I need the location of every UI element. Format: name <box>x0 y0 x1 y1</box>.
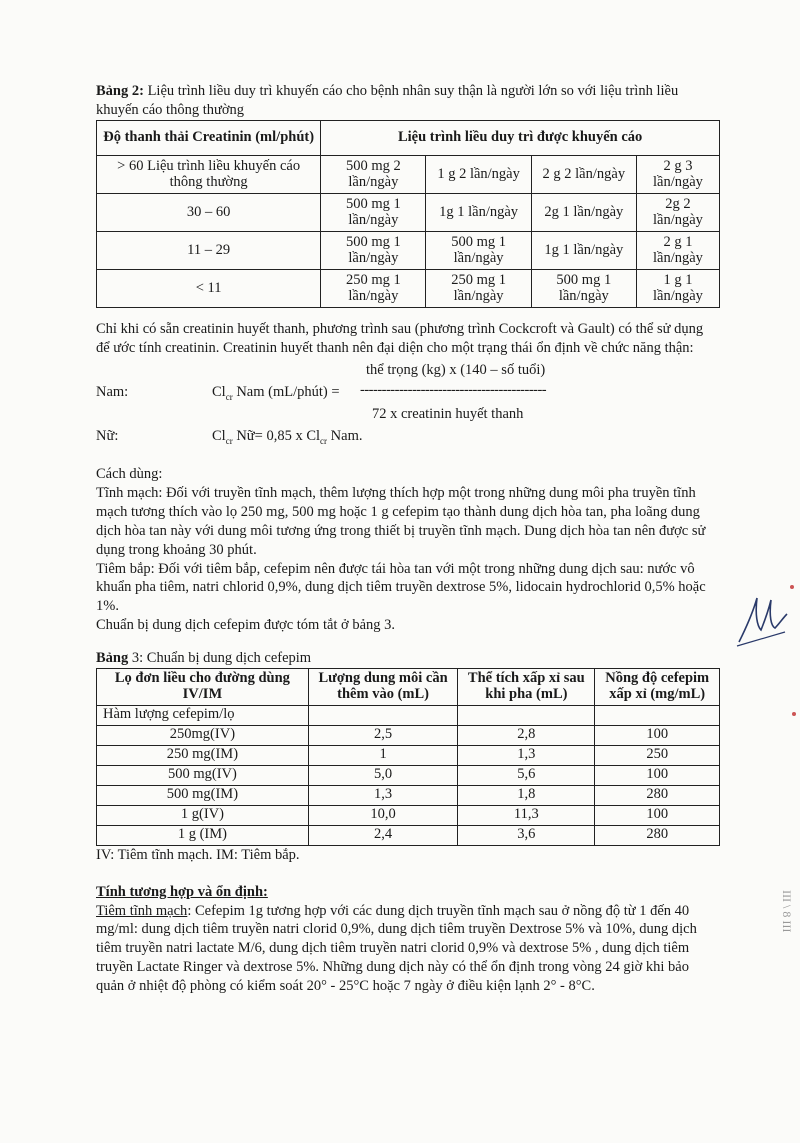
formula-cr-sub: cr <box>225 392 233 403</box>
table2-cell: 500 mg 1 lần/ngày <box>426 231 531 269</box>
compat-lead: Tiêm tĩnh mạch <box>96 902 188 919</box>
table2-cell: 250 mg 1 lần/ngày <box>321 269 426 307</box>
table2-cell: 500 mg 2 lần/ngày <box>321 155 426 193</box>
table3-head: Lọ đơn liều cho đường dùng IV/IM <box>97 668 309 705</box>
table3-cell: 500 mg(IV) <box>97 765 309 785</box>
formula-female-sub2: cr <box>320 436 328 447</box>
formula-male-label: Nam: <box>96 384 129 401</box>
table3-cell: 250 <box>595 745 720 765</box>
table3-cell: 3,6 <box>458 825 595 845</box>
table2-cell: 1g 1 lần/ngày <box>426 193 531 231</box>
table3-cell: 100 <box>595 725 720 745</box>
table2-cell: 500 mg 1 lần/ngày <box>321 231 426 269</box>
margin-red-mark <box>792 712 796 716</box>
table3-cell: 500 mg(IM) <box>97 785 309 805</box>
usage-im: Tiêm bắp: Đối với tiêm bắp, cefepim nên được tái hòa tan với một trong những dung dịch sau: nước vô khuẩn pha tiêm, natri chlorid 0,9%, dung dịch tiêm truyền dextrose 5%, lidocain hydrochlorid 0,5% hoặc 1%. <box>96 560 706 615</box>
formula-cl: Cl <box>212 384 226 401</box>
table3-cell: 1,3 <box>308 785 458 805</box>
table2-cell: 2g 2 lần/ngày <box>636 193 719 231</box>
table2-cell: 250 mg 1 lần/ngày <box>426 269 531 307</box>
table2-cell: 1 g 1 lần/ngày <box>636 269 719 307</box>
table3-head: Nồng độ cefepim xấp xỉ (mg/mL) <box>595 668 720 705</box>
margin-red-mark <box>790 585 794 589</box>
table3-cell: 280 <box>595 785 720 805</box>
table2-caption-text: Liệu trình liều duy trì khuyến cáo cho bệnh nhân suy thận là người lớn so với liệu trình liều khuyến cáo thông thường <box>96 83 679 118</box>
table2-cell: 2 g 2 lần/ngày <box>531 155 636 193</box>
formula-female-label: Nữ: <box>96 428 119 445</box>
table3-cell: 1,8 <box>458 785 595 805</box>
table-row <box>97 745 720 765</box>
table2-head-regimen: Liệu trình liều duy trì được khuyến cáo <box>321 120 720 155</box>
table3-cell <box>458 705 595 725</box>
table-row <box>97 785 720 805</box>
table3-cell: 1 g(IV) <box>97 805 309 825</box>
table3-cell: 280 <box>595 825 720 845</box>
table2-cell: 2 g 3 lần/ngày <box>636 155 719 193</box>
compat-text: : Cefepim 1g tương hợp với các dung dịch truyền tĩnh mạch sau ở nồng độ từ 1 đến 40 mg/ml: dung dịch tiêm truyền natri clorid 0,9%, dung dịch tiêm truyền Dextrose 5% và 10%, dung dịch tiêm truyền natri lactate M/6, dung dịch tiêm truyền natri clorid 0,9% và dextrose 5% , dung dịch tiêm truyền Lactate Ringer và dextrose 5%. Những dung dịch này có thể ổn định trong vòng 24 giờ khi bảo quản ở nhiệt độ phòng có kiểm soát 20° - 25°C hoặc 7 ngày ở điều kiện lạnh 2° - 8°C. <box>96 902 697 994</box>
table-row <box>97 231 720 269</box>
table3-cell: 2,8 <box>458 725 595 745</box>
cockcroft-paragraph: Chỉ khi có sẵn creatinin huyết thanh, phương trình sau (phương trình Cockcroft và Gault) có thể sử dụng để ước tính creatinin. Creatinin huyết thanh nên đại diện cho một trạng thái ổn định về chức năng thận: <box>96 320 704 356</box>
formula-male-lhs <box>212 383 340 404</box>
table-row <box>97 805 720 825</box>
table3-cell: 5,0 <box>308 765 458 785</box>
cockcroft-formula <box>96 357 720 453</box>
table-row <box>97 765 720 785</box>
compat-paragraph <box>96 902 720 996</box>
formula-fraction-bar: ------------------------------------------- <box>360 382 547 399</box>
table3-cell: 100 <box>595 765 720 785</box>
usage-iv: Tĩnh mạch: Đối với truyền tĩnh mạch, thêm lượng thích hợp một trong những dung môi pha truyền tĩnh mạch tương thích vào lọ 250 mg, 500 mg hoặc 1 g cefepim tạo thành dung dịch hòa tan, pha loãng dung dịch hòa tan này với dung môi tương ứng trong thiết bị truyền tĩnh mạch. Dung dịch hòa tan nên được sử dụng trong khoảng 30 phút. <box>96 485 706 558</box>
handwritten-signature-mark <box>735 590 790 650</box>
formula-female-mid: Nữ= 0,85 x Cl <box>232 428 321 445</box>
table-row <box>97 725 720 745</box>
formula-female-end: Nam. <box>327 428 363 445</box>
table3-cell <box>308 705 458 725</box>
table2-row-label: 11 – 29 <box>97 231 321 269</box>
table3-cell: 100 <box>595 805 720 825</box>
table2-cell: 2g 1 lần/ngày <box>531 193 636 231</box>
table2-row-label: < 11 <box>97 269 321 307</box>
table2-cell: 500 mg 1 lần/ngày <box>531 269 636 307</box>
formula-female-cl: Cl <box>212 428 226 445</box>
renal-dosing-table <box>96 120 720 308</box>
table2-row-label: 30 – 60 <box>97 193 321 231</box>
table3-cell: 11,3 <box>458 805 595 825</box>
table2-head-clearance: Độ thanh thải Creatinin (ml/phút) <box>97 120 321 155</box>
table-row <box>97 825 720 845</box>
table3-caption <box>96 649 720 668</box>
formula-male-unit: Nam (mL/phút) = <box>232 384 340 401</box>
table2-cell: 500 mg 1 lần/ngày <box>321 193 426 231</box>
formula-female <box>212 427 362 448</box>
table3-cell: 1 g (IM) <box>97 825 309 845</box>
table3-cell: 10,0 <box>308 805 458 825</box>
table2-cell: 1 g 2 lần/ngày <box>426 155 531 193</box>
table3-cell: 1,3 <box>458 745 595 765</box>
table-row <box>97 269 720 307</box>
document-page <box>96 82 720 996</box>
table-row <box>97 705 720 725</box>
table3-cell <box>595 705 720 725</box>
table2-cell: 2 g 1 lần/ngày <box>636 231 719 269</box>
compat-title: Tính tương hợp và ổn định: <box>96 883 268 900</box>
side-margin-marks: III \ 8 III <box>780 890 794 933</box>
usage-title: Cách dùng: <box>96 466 163 483</box>
table3-caption-label: Bảng <box>96 649 129 666</box>
table2-row-label: > 60 Liệu trình liều khuyến cáo thông thường <box>97 155 321 193</box>
usage-summary: Chuẩn bị dung dịch cefepim được tóm tắt ở bảng 3. <box>96 617 396 634</box>
formula-female-sub1: cr <box>225 436 233 447</box>
table3-cell: 5,6 <box>458 765 595 785</box>
formula-numerator: thể trọng (kg) x (140 – số tuổi) <box>366 362 546 379</box>
table3-subheader: Hàm lượng cefepim/lọ <box>97 705 309 725</box>
table3-cell: 250 mg(IM) <box>97 745 309 765</box>
table-row <box>97 155 720 193</box>
table3-cell: 2,5 <box>308 725 458 745</box>
table3-cell: 1 <box>308 745 458 765</box>
table2-caption-label: Bảng 2: <box>96 83 144 99</box>
table2-caption <box>96 82 720 120</box>
table3-caption-text: 3: Chuẩn bị dung dịch cefepim <box>128 649 312 666</box>
table3-cell: 2,4 <box>308 825 458 845</box>
table3-footnote: IV: Tiêm tĩnh mạch. IM: Tiêm bắp. <box>96 846 300 863</box>
table2-cell: 1g 1 lần/ngày <box>531 231 636 269</box>
table3-head: Lượng dung môi cần thêm vào (mL) <box>308 668 458 705</box>
cefepim-prep-table <box>96 668 720 846</box>
table-row <box>97 193 720 231</box>
table3-head: Thể tích xấp xỉ sau khi pha (mL) <box>458 668 595 705</box>
formula-denominator: 72 x creatinin huyết thanh <box>372 406 524 423</box>
table3-cell: 250mg(IV) <box>97 725 309 745</box>
